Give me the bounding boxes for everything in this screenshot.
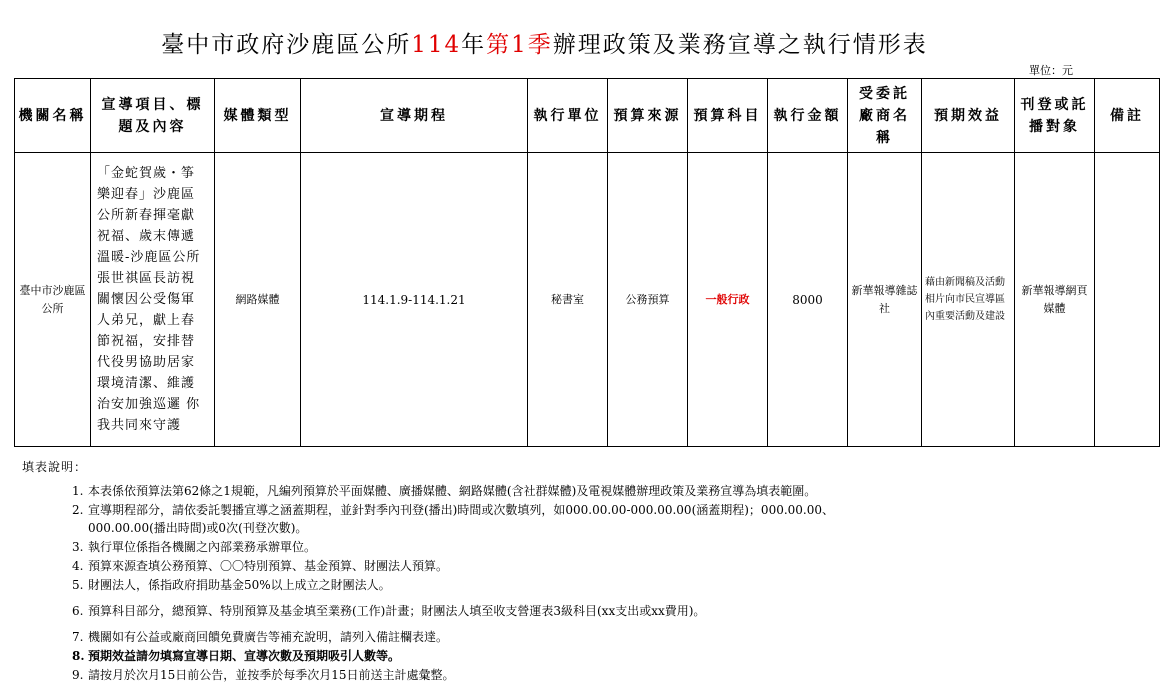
title-year-suffix: 年 [461, 32, 487, 58]
header-agency: 機關名稱 [15, 79, 91, 153]
note-item [72, 628, 1082, 646]
note-item [72, 666, 1082, 684]
note-text-continued: 000.00.00(播出時間)或0次(刊登次數)。 [88, 521, 308, 535]
title-year: 114 [411, 32, 462, 58]
page-title [0, 26, 1089, 59]
header-budget-account: 預算科目 [688, 79, 768, 153]
cell-media: 網路媒體 [215, 153, 301, 447]
note-text: 機關如有公益或廠商回饋免費廣告等補充說明，請列入備註欄表達。 [88, 630, 449, 644]
header-amount: 執行金額 [768, 79, 848, 153]
note-item [72, 576, 1082, 594]
cell-item: 「金蛇賀歲・筝樂迎春」沙鹿區公所新春揮毫獻祝福、歲末傳遞溫暖-沙鹿區公所張世祺區長訪視關懷因公受傷軍人弟兄，獻上春節祝福，安排替代役男協助居家環境清潔、維護治安加強巡邏 你我共同來守護 [91, 153, 215, 447]
note-number: 8. [72, 649, 85, 663]
header-vendor: 受委託廠商名稱 [848, 79, 922, 153]
note-item [72, 501, 1082, 537]
cell-target: 新華報導網頁媒體 [1015, 153, 1095, 447]
note-number: 4. [72, 559, 84, 573]
cell-benefit: 藉由新聞稿及活動相片向市民宣導區內重要活動及建設 [922, 153, 1015, 447]
table-row [15, 153, 1160, 447]
note-text: 宣導期程部分，請依委託製播宣導之涵蓋期程，並針對季內刊登(播出)時間或次數填列，如000.00.00-000.00.00(涵蓋期程)；000.00.00、 [88, 503, 835, 517]
cell-amount: 8000 [768, 153, 848, 447]
note-number: 6. [72, 604, 84, 618]
cell-period: 114.1.9-114.1.21 [301, 153, 528, 447]
notes-heading: 填表說明： [22, 460, 88, 474]
note-number: 9. [72, 668, 84, 682]
note-text: 本表係依預算法第62條之1規範，凡編列預算於平面媒體、廣播媒體、網路媒體(含社群媒體)及電視媒體辦理政策及業務宣導為填表範圍。 [88, 484, 817, 498]
header-unit: 執行單位 [528, 79, 608, 153]
execution-table [14, 78, 1160, 447]
table-header-row [15, 79, 1160, 153]
note-text: 預算來源查填公務預算、〇〇特別預算、基金預算、財團法人預算。 [88, 559, 449, 573]
note-number: 3. [72, 540, 84, 554]
cell-budget-source: 公務預算 [608, 153, 688, 447]
cell-budget-account: 一般行政 [688, 153, 768, 447]
note-text: 預期效益請勿填寫宣導日期、宣導次數及預期吸引人數等。 [88, 649, 401, 663]
note-item [72, 602, 1082, 620]
cell-vendor: 新華報導雜誌社 [848, 153, 922, 447]
cell-unit: 秘書室 [528, 153, 608, 447]
title-suffix: 辦理政策及業務宣導之執行情形表 [552, 32, 928, 58]
note-number: 7. [72, 630, 84, 644]
unit-label: 單位：元 [1029, 64, 1073, 77]
note-text: 執行單位係指各機關之內部業務承辦單位。 [88, 540, 317, 554]
note-number: 5. [72, 578, 84, 592]
header-period: 宣導期程 [301, 79, 528, 153]
note-item [72, 647, 1082, 665]
note-text: 請按月於次月15日前公告，並按季於每季次月15日前送主計處彙整。 [88, 668, 455, 682]
note-number: 1. [72, 484, 84, 498]
header-remark: 備註 [1095, 79, 1160, 153]
header-target: 刊登或託播對象 [1015, 79, 1095, 153]
header-item: 宣導項目、標題及內容 [91, 79, 215, 153]
title-prefix: 臺中市政府沙鹿區公所 [161, 32, 412, 58]
note-item [72, 482, 1082, 500]
cell-remark [1095, 153, 1160, 447]
header-benefit: 預期效益 [922, 79, 1015, 153]
header-media: 媒體類型 [215, 79, 301, 153]
note-number: 2. [72, 503, 84, 517]
header-budget-source: 預算來源 [608, 79, 688, 153]
cell-agency: 臺中市沙鹿區公所 [15, 153, 91, 447]
note-text: 預算科目部分，總預算、特別預算及基金填至業務(工作)計畫；財團法人填至收支營運表3級科目(xx支出或xx費用)。 [88, 604, 706, 618]
notes-list [72, 482, 1082, 685]
note-item [72, 557, 1082, 575]
title-quarter: 第1季 [486, 32, 553, 58]
note-item [72, 538, 1082, 556]
note-text: 財團法人，係指政府捐助基金50%以上成立之財團法人。 [88, 578, 391, 592]
